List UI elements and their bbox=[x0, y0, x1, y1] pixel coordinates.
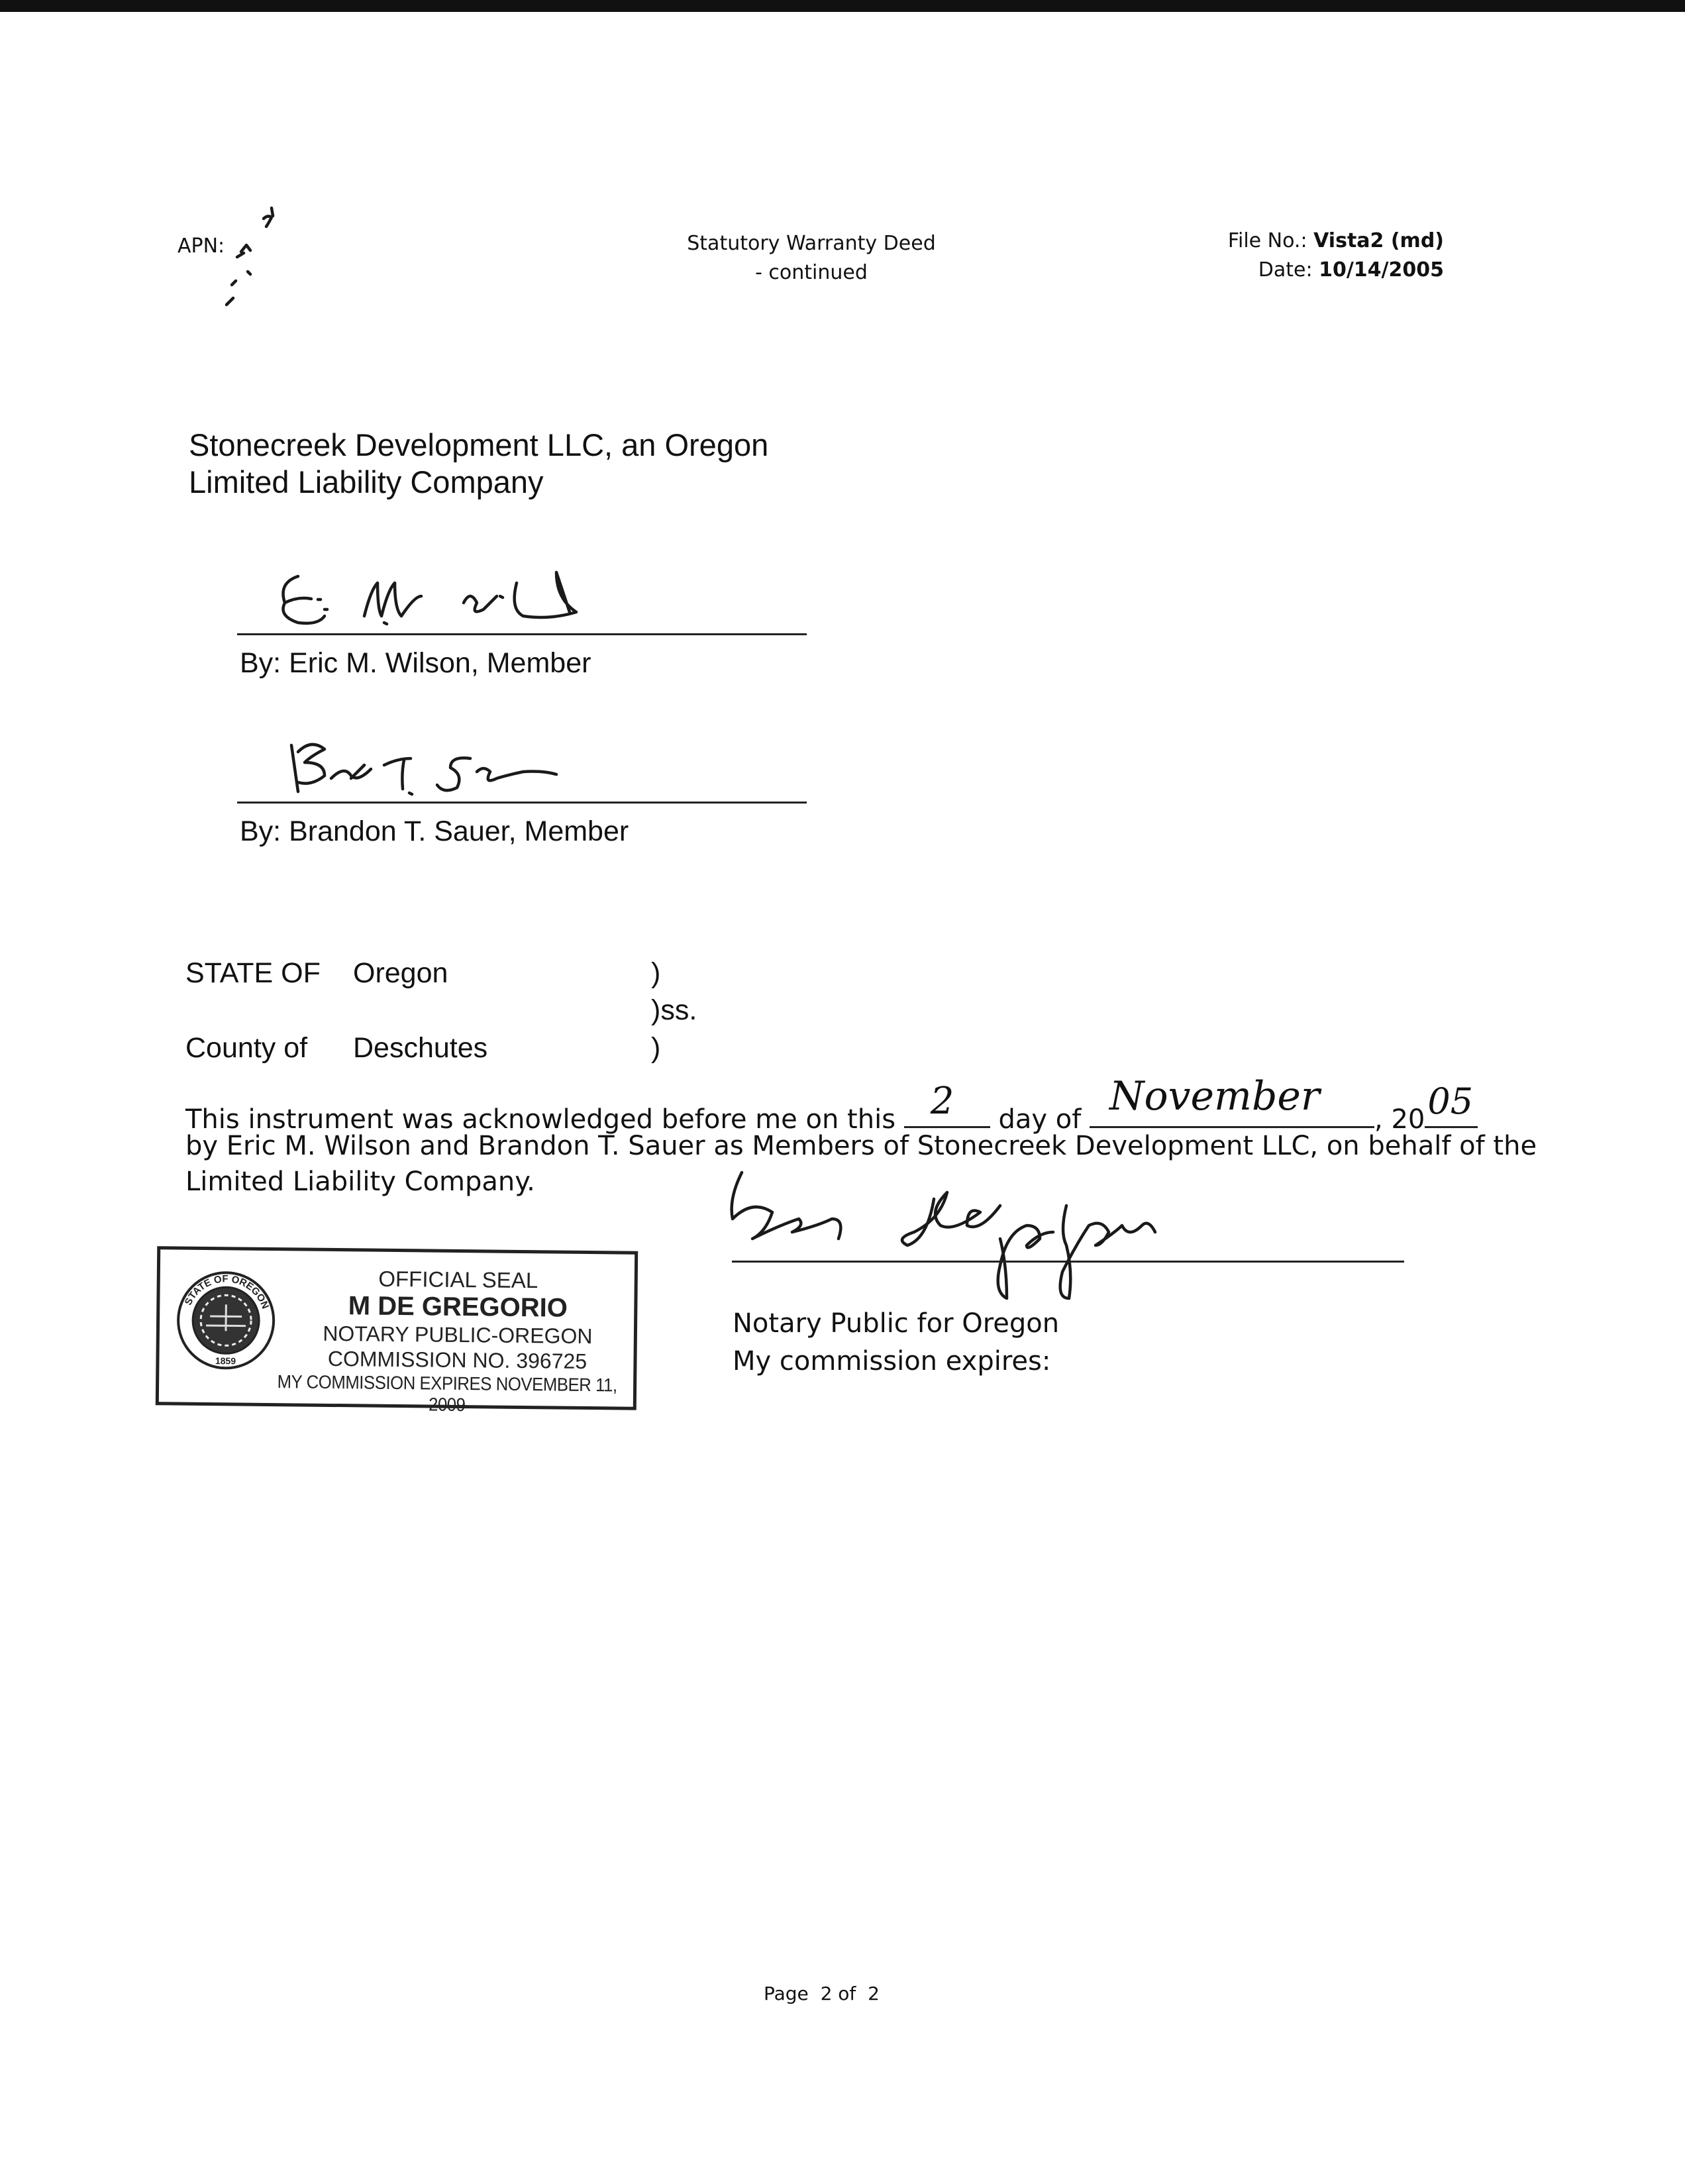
acknowledgment-line-2: by Eric M. Wilson and Brandon T. Sauer as Members of Stonecreek Development LLC, on behalf of the bbox=[185, 1131, 1537, 1161]
scan-top-border bbox=[0, 0, 1685, 12]
state-value: Oregon bbox=[353, 957, 448, 989]
notary-title: Notary Public for Oregon bbox=[733, 1308, 1060, 1339]
ack-year-handwritten: 05 bbox=[1427, 1080, 1474, 1122]
notary-commission-expires: My commission expires: bbox=[733, 1346, 1051, 1377]
page-number: Page 2 of 2 bbox=[764, 1983, 880, 2004]
signature-eric-wilson bbox=[272, 563, 616, 636]
seal-commission-expires: MY COMMISSION EXPIRES NOVEMBER 11, 2009 bbox=[277, 1371, 617, 1416]
notary-signature-line bbox=[732, 1261, 1404, 1263]
signature-brandon-sauer bbox=[278, 732, 583, 805]
signer-2-by-label: By: bbox=[240, 815, 281, 847]
signature-notary bbox=[722, 1166, 1239, 1312]
county-label: County of bbox=[185, 1032, 308, 1064]
date-value: 10/14/2005 bbox=[1319, 258, 1444, 282]
signer-1 bbox=[240, 647, 591, 680]
venue-paren-top: ) bbox=[651, 957, 661, 989]
grantor-line-2: Limited Liability Company bbox=[189, 464, 544, 499]
official-notary-seal bbox=[156, 1246, 638, 1416]
ack-part-1: This instrument was acknowledged before me on this bbox=[185, 1104, 896, 1135]
emblem-year: 1859 bbox=[215, 1355, 236, 1367]
venue-paren-bottom: ) bbox=[651, 1032, 661, 1064]
document-title: Statutory Warranty Deed bbox=[687, 232, 936, 255]
seal-notary-name: M DE GREGORIO bbox=[348, 1291, 568, 1323]
state-emblem bbox=[172, 1267, 280, 1374]
apn-label: APN: bbox=[178, 234, 225, 258]
signature-line-2 bbox=[237, 802, 807, 804]
signer-2-name: Brandon T. Sauer, Member bbox=[289, 815, 629, 847]
apn-handwritten-marks bbox=[225, 205, 285, 311]
ack-month-field bbox=[1090, 1073, 1374, 1128]
grantor-line-1: Stonecreek Development LLC, an Oregon bbox=[189, 427, 769, 462]
acknowledgment-line-3: Limited Liability Company. bbox=[185, 1167, 535, 1197]
signer-1-by-label: By: bbox=[240, 647, 281, 679]
document-date bbox=[1258, 256, 1444, 285]
ack-month-handwritten: November bbox=[1109, 1073, 1320, 1119]
ack-year-field bbox=[1425, 1080, 1478, 1128]
file-number-label: File No.: bbox=[1227, 229, 1307, 252]
venue-ss: )ss. bbox=[651, 994, 697, 1026]
signature-line-1 bbox=[237, 633, 807, 635]
signer-1-name: Eric M. Wilson, Member bbox=[289, 647, 591, 679]
ack-day-handwritten: 2 bbox=[930, 1080, 954, 1123]
seal-notary-public: NOTARY PUBLIC-OREGON bbox=[323, 1321, 593, 1349]
emblem-text: STATE OF OREGON bbox=[182, 1273, 272, 1311]
state-label: STATE OF bbox=[185, 957, 321, 989]
file-number bbox=[1228, 227, 1444, 256]
county-value: Deschutes bbox=[353, 1032, 488, 1064]
ack-year-prefix: , 20 bbox=[1374, 1104, 1425, 1135]
signer-2 bbox=[240, 815, 629, 848]
ack-part-2: day of bbox=[998, 1104, 1082, 1135]
document-subtitle: - continued bbox=[755, 261, 868, 284]
ack-day-field bbox=[904, 1080, 990, 1128]
file-number-value: Vista2 (md) bbox=[1313, 229, 1444, 252]
date-label: Date: bbox=[1258, 258, 1313, 282]
seal-commission-number: COMMISSION NO. 396725 bbox=[327, 1346, 587, 1374]
seal-heading: OFFICIAL SEAL bbox=[378, 1266, 538, 1293]
